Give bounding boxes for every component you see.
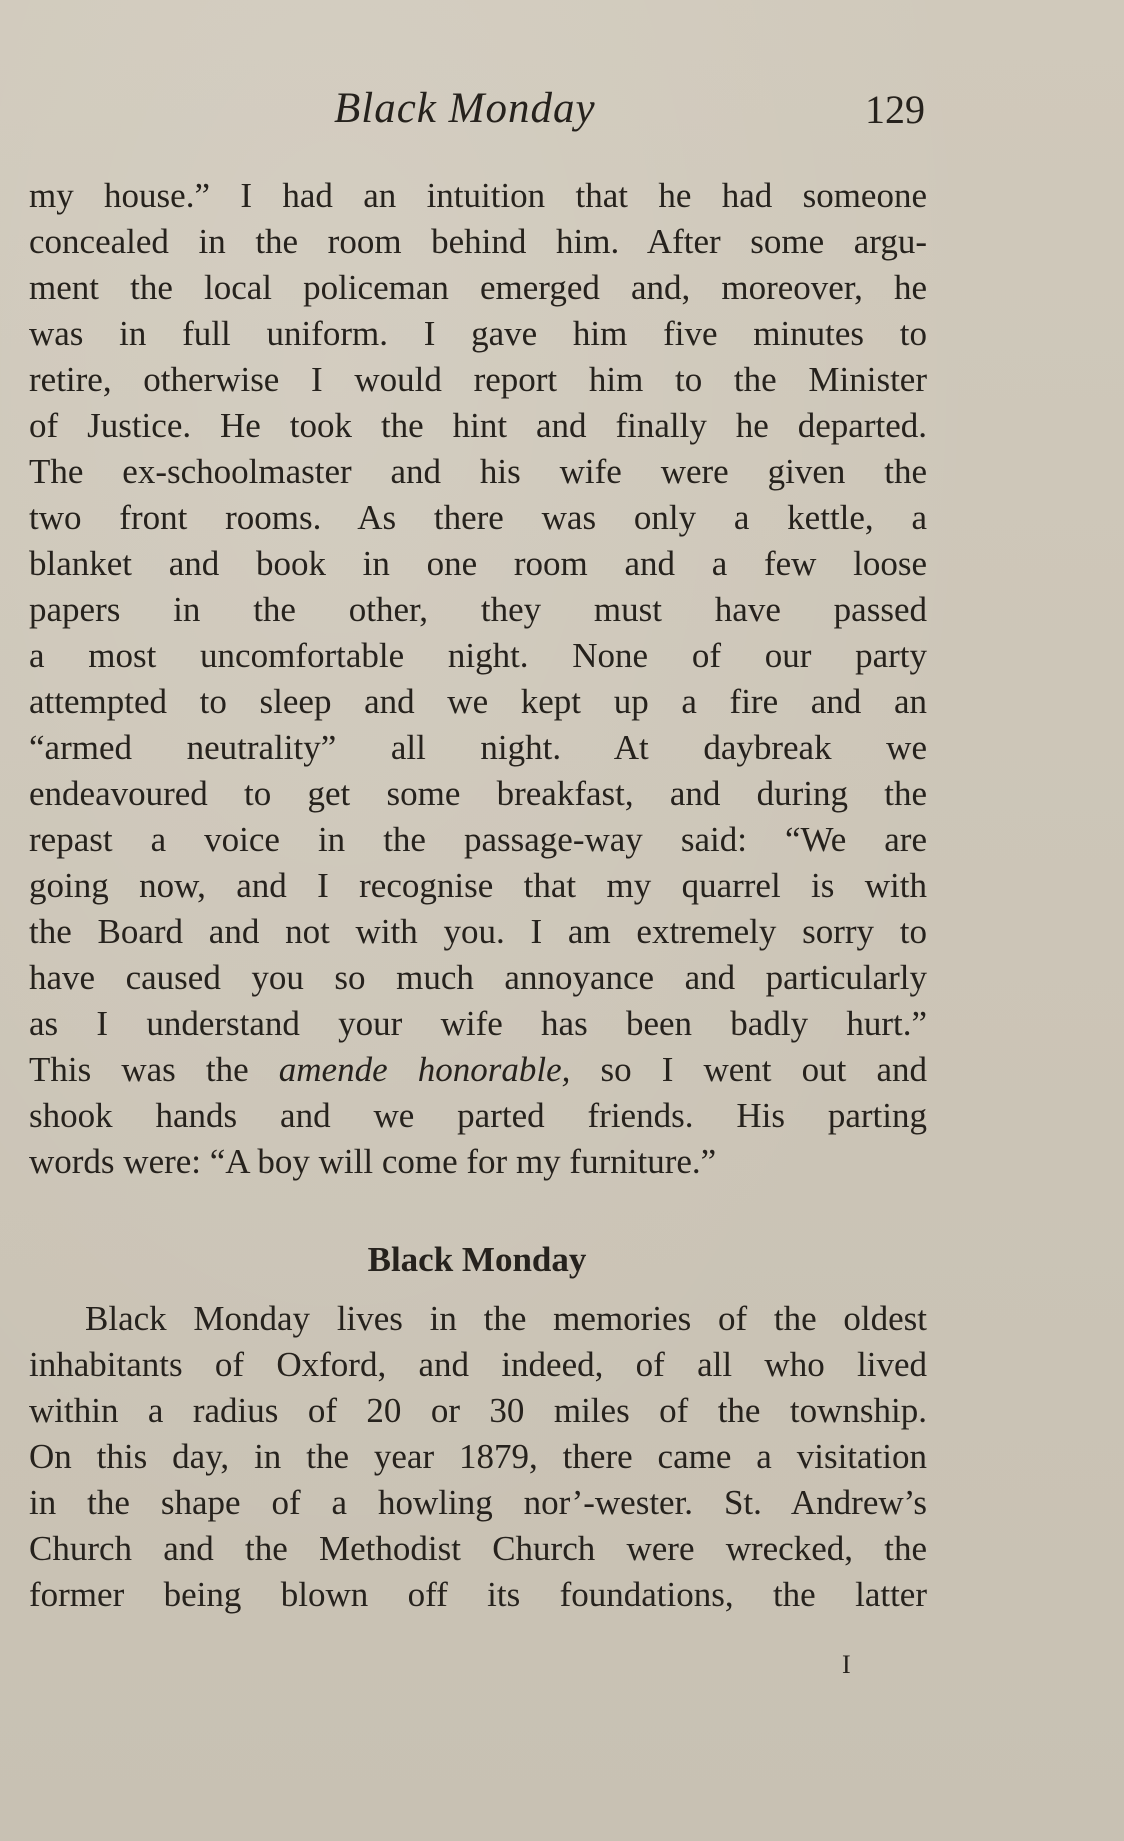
text-line: my house.” I had an intuition that he had someone	[29, 176, 927, 215]
text-line: was in full uniform. I gave him five minutes to	[29, 314, 927, 353]
running-head	[0, 84, 1124, 144]
text-line: in the shape of a howling nor’-wester. St. Andrew’s	[29, 1483, 927, 1522]
text-line: Church and the Methodist Church were wrecked, the	[29, 1529, 927, 1568]
text-line: have caused you so much annoyance and particularly	[29, 958, 927, 997]
text-line: words were: “A boy will come for my furniture.”	[29, 1142, 717, 1181]
text-line: Black Monday lives in the memories of the oldest	[85, 1299, 927, 1338]
text-line: the Board and not with you. I am extremely sorry to	[29, 912, 927, 951]
text-segment: This was the	[29, 1050, 249, 1089]
text-segment: so I went out and	[600, 1050, 928, 1089]
text-line: “armed neutrality” all night. At daybreak we	[29, 728, 927, 767]
section-paragraph	[29, 1296, 927, 1618]
text-line: papers in the other, they must have passed	[29, 590, 927, 629]
text-line: The ex-schoolmaster and his wife were given the	[29, 452, 927, 491]
text-line-with-italic	[29, 1047, 927, 1093]
text-line: going now, and I recognise that my quarrel is with	[29, 866, 927, 905]
running-title: Black Monday	[334, 85, 596, 132]
text-line: of Justice. He took the hint and finally he departed.	[29, 406, 927, 445]
text-line: within a radius of 20 or 30 miles of the township.	[29, 1391, 927, 1430]
page-number: 129	[865, 87, 925, 132]
text-line: repast a voice in the passage-way said: “We are	[29, 820, 927, 859]
text-line: former being blown off its foundations, the latter	[29, 1575, 927, 1614]
text-line: concealed in the room behind him. After some argu-	[29, 222, 927, 261]
italic-phrase: amende honorable,	[278, 1050, 571, 1089]
text-line: blanket and book in one room and a few loose	[29, 544, 927, 583]
text-line: endeavoured to get some breakfast, and during the	[29, 774, 927, 813]
signature-mark: I	[842, 1650, 851, 1679]
text-line: On this day, in the year 1879, there came a visitation	[29, 1437, 927, 1476]
text-line: ment the local policeman emerged and, moreover, he	[29, 268, 927, 307]
section-heading: Black Monday	[367, 1240, 587, 1279]
text-line: two front rooms. As there was only a kettle, a	[29, 498, 927, 537]
paragraph-continued	[29, 173, 927, 1185]
text-line: a most uncomfortable night. None of our party	[29, 636, 927, 675]
text-line: attempted to sleep and we kept up a fire and an	[29, 682, 927, 721]
text-line: shook hands and we parted friends. His parting	[29, 1096, 927, 1135]
text-line: inhabitants of Oxford, and indeed, of all who lived	[29, 1345, 927, 1384]
text-line: retire, otherwise I would report him to the Minister	[29, 360, 927, 399]
text-line: as I understand your wife has been badly hurt.”	[29, 1004, 927, 1043]
